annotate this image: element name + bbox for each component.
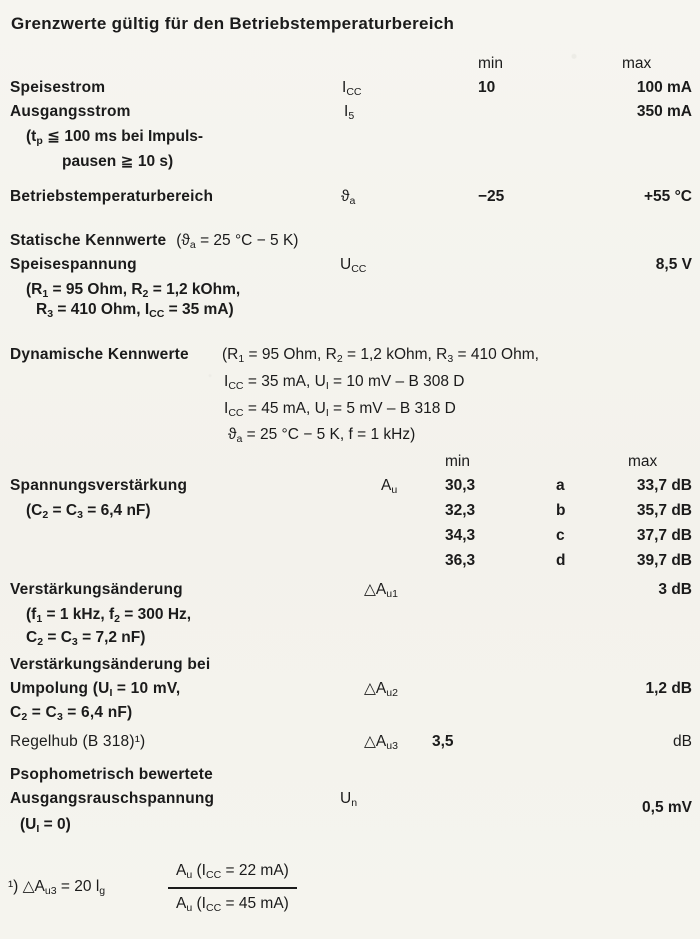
min-value: 3,5 — [432, 733, 454, 750]
symbol-delta-au3: $\triangle A_{u3}$ — [364, 733, 398, 753]
variant-code: a — [556, 477, 565, 494]
min-value: 32,3 — [445, 502, 476, 519]
symbol-icc: $I_{CC}$ — [342, 79, 362, 99]
row-spannungsverstaerkung-c — [0, 526, 700, 550]
condition-line: ($R_1 = 95$ Ohm, $R_2 = 1,2$ kOhm, — [26, 281, 241, 301]
footnote-prefix: ¹) $\triangle A_{u3} = 20$ $l_g$ — [8, 878, 106, 898]
condition-line: $C_2 = C_3 = 6,4$ nF) — [10, 704, 133, 724]
row-rauschspannung-l1 — [0, 765, 700, 789]
symbol-ucc: $U_{CC}$ — [340, 256, 367, 276]
dyn-max-header: max — [628, 453, 658, 470]
row-dyn-cond4 — [0, 425, 700, 449]
limits-max-header: max — [622, 55, 652, 72]
max-value: 100 mA — [636, 79, 692, 96]
condition-line: ($C_2 = C_3 = 6,4$ nF) — [26, 502, 151, 522]
dyn-header-row — [0, 452, 700, 476]
row-v1-cond1 — [0, 605, 700, 629]
max-value: 3 dB — [658, 581, 692, 598]
max-value: 0,5 mV — [642, 799, 692, 816]
row-verstaerkungsaenderung2-l2 — [0, 679, 700, 703]
limits-header-row — [0, 54, 700, 78]
condition-line: pausen ≧ 10 s) — [62, 153, 174, 170]
row-spannungsverstaerkung-b — [0, 501, 700, 525]
row-label: Verstärkungsänderung — [10, 581, 183, 598]
symbol-theta-a: $ϑ_a$ — [341, 188, 356, 208]
symbol-i5: $I_5$ — [344, 103, 355, 123]
section-condition-line4: $ϑ_a = 25$ °C − 5 K, f = 1 kHz) — [228, 426, 416, 446]
condition-line: $C_2 = C_3 = 7,2$ nF) — [26, 629, 146, 649]
min-value: 10 — [478, 79, 496, 96]
variant-code: c — [556, 527, 565, 544]
max-value: 33,7 dB — [636, 477, 692, 494]
limits-min-header: min — [478, 55, 503, 72]
row-v1-cond2 — [0, 628, 700, 652]
page-title: Grenzwerte gültig für den Betriebstemperaturbereich — [11, 14, 455, 33]
row-label: Spannungsverstärkung — [10, 477, 188, 494]
symbol-delta-au1: $\triangle A_{u1}$ — [364, 581, 398, 601]
row-ausgangsstrom-cond2 — [0, 152, 700, 176]
condition-line: $(U_I = 0)$ — [20, 816, 71, 836]
section-condition-line2: $I_{CC} = 35$ mA, $U_I = 10$ mV – B 308 D — [224, 373, 465, 393]
section-heading-wrap — [10, 231, 298, 251]
row-rauschspannung-l2 — [0, 789, 700, 816]
section-condition-line3: $I_{CC} = 45$ mA, $U_I = 5$ mV – B 318 D — [224, 400, 456, 420]
section-statische-kennwerte — [0, 231, 700, 255]
variant-code: b — [556, 502, 566, 519]
row-speisespannung-cond2 — [0, 300, 700, 324]
max-value: 8,5 V — [655, 256, 692, 273]
row-ausgangsstrom-cond1 — [0, 127, 700, 151]
condition-line: ($f_1 = 1$ kHz, $f_2 = 300$ Hz, — [26, 606, 192, 626]
row-verstaerkungsaenderung1 — [0, 580, 700, 604]
row-speisespannung — [0, 255, 700, 279]
footnote-fraction — [168, 860, 297, 915]
condition-line: $R_3 = 410$ Ohm, $I_{CC} = 35$ mA) — [36, 301, 234, 321]
section-heading: Statische Kennwerte — [10, 232, 167, 249]
fraction-denominator: $A_u$ ($I_{CC} = 45$ mA) — [176, 895, 289, 915]
fraction-numerator: $A_u$ ($I_{CC} = 22$ mA) — [168, 860, 297, 889]
row-label: Psophometrisch bewertete — [10, 766, 213, 783]
row-dyn-cond2 — [0, 372, 700, 396]
row-verstaerkungsaenderung2-l1 — [0, 655, 700, 679]
condition-line: ($t_p$ ≦ 100 ms bei Impuls- — [26, 128, 204, 148]
row-spannungsverstaerkung-d — [0, 551, 700, 575]
row-label: Ausgangsstrom — [10, 103, 131, 120]
symbol-au: $A_u$ — [381, 477, 398, 497]
section-condition: ($ϑ_a = 25$ °C − 5 K) — [176, 232, 299, 252]
row-label: Betriebstemperaturbereich — [10, 188, 214, 205]
row-label: Ausgangsrauschspannung — [10, 790, 215, 807]
section-dynamische-kennwerte — [0, 345, 700, 369]
min-value: 34,3 — [445, 527, 476, 544]
max-value: 37,7 dB — [636, 527, 692, 544]
row-label: Speisespannung — [10, 256, 137, 273]
row-rauschspannung-cond — [0, 815, 700, 839]
variant-code: d — [556, 552, 566, 569]
row-speisestrom — [0, 78, 700, 102]
row-spannungsverstaerkung — [0, 476, 700, 500]
row-label: Speisestrom — [10, 79, 106, 96]
row-dyn-cond3 — [0, 399, 700, 423]
min-value: 36,3 — [445, 552, 476, 569]
row-verstaerkungsaenderung2-l3 — [0, 703, 700, 727]
symbol-un: $U_n$ — [340, 790, 358, 810]
min-value: 30,3 — [445, 477, 476, 494]
max-value: +55 °C — [644, 188, 692, 205]
max-unit: dB — [673, 733, 692, 750]
row-regelhub — [0, 732, 700, 756]
max-value: 1,2 dB — [645, 680, 692, 697]
dyn-min-header: min — [445, 453, 470, 470]
section-heading: Dynamische Kennwerte — [10, 346, 189, 363]
max-value: 39,7 dB — [636, 552, 692, 569]
row-betriebstemperatur — [0, 187, 700, 211]
row-label: Verstärkungsänderung bei — [10, 656, 211, 673]
row-label: Regelhub (B 318)¹) — [10, 733, 146, 750]
symbol-delta-au2: $\triangle A_{u2}$ — [364, 680, 398, 700]
min-value: −25 — [478, 188, 505, 205]
row-label: Umpolung ($U_I = 10$ mV, — [10, 680, 181, 700]
max-value: 35,7 dB — [636, 502, 692, 519]
row-ausgangsstrom — [0, 102, 700, 126]
max-value: 350 mA — [636, 103, 692, 120]
section-condition-line1: ($R_1 = 95$ Ohm, $R_2 = 1,2$ kOhm, $R_3 = 410$ Ohm, — [222, 346, 539, 366]
